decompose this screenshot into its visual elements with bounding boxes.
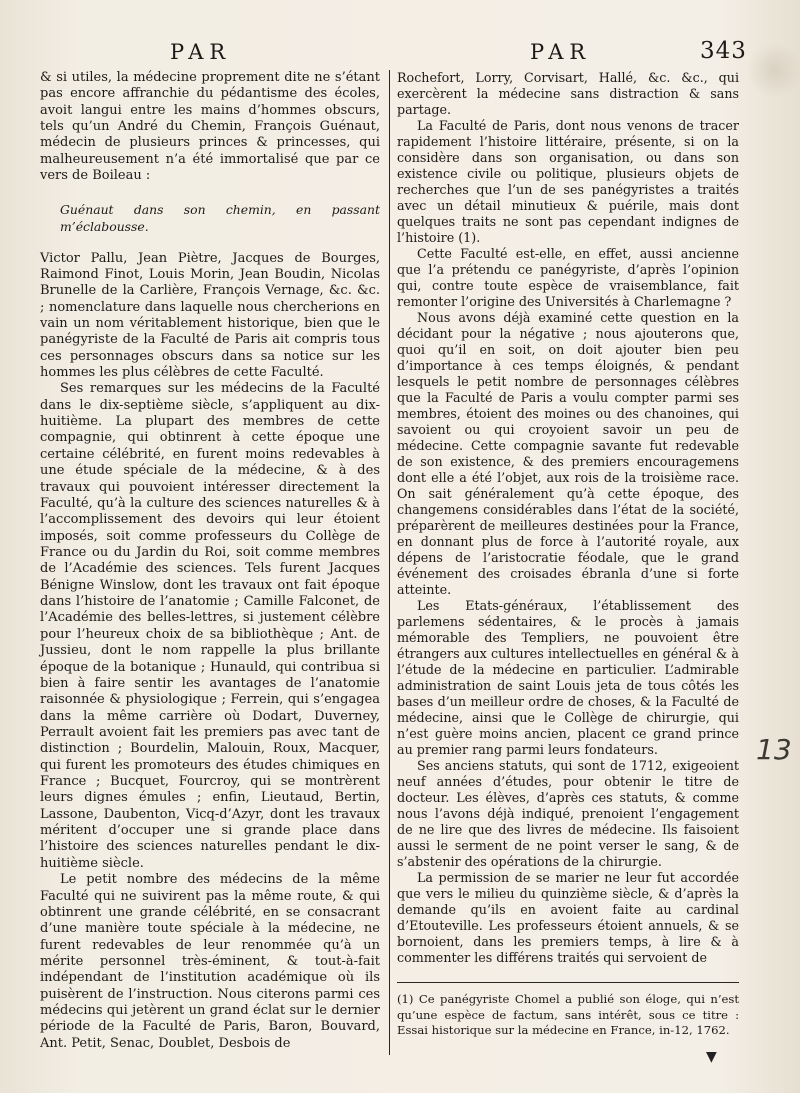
paragraph: Rochefort, Lorry, Corvisart, Hallé, &c. &c., qui exercèrent la médecine sans distraction & sans partage.: [397, 70, 739, 117]
ornament-mark: ▼: [706, 1049, 717, 1065]
paragraph: Ses anciens statuts, qui sont de 1712, exigeoient neuf années d’études, pour obtenir le titre de docteur. Les élèves, d’après ces statuts, & comme nous l’avons déjà indiqué, prenoient l’engagement de ne lire que des livres de médecine. Ils faisoient aussi le serment de ne point verser le sang, & de s’abstenir des opérations de la chirurgie.: [397, 758, 739, 869]
handwritten-margin-note: 13: [756, 733, 792, 766]
paragraph: Cette Faculté est-elle, en effet, aussi ancienne que l’a prétendu ce panégyriste, d’après l’opinion qui, contre toute espèce de vraisemblance, fait remonter l’origine des Universités à Charlemagne ?: [397, 246, 739, 309]
paragraph: Nous avons déjà examiné cette question en la décidant pour la négative ; nous ajouterons que, quoi qu’il en soit, on doit ajouter bien peu d’importance à ces temps éloignés, & pendant lesquels le petit nombre de personnages célèbres que la Faculté de Paris a voulu compter parmi ses membres, étoient des moines ou des chanoines, qui savoient ou qui croyoient savoir un peu de médecine. Cette compagnie savante fut redevable de son existence, & des premiers encouragemens dont elle a été l’objet, aux rois de la troisième race. On sait généralement qu’à cette époque, des changemens considérables dans l’état de la société, préparèrent de meilleures destinées pour la France, en donnant plus de force à l’autorité royale, aux dépens de l’aristocratie féodale, que le grand événement des croisades ébranla d’une si forte atteinte.: [397, 310, 739, 597]
paragraph: & si utiles, la médecine proprement dite ne s’étant pas encore affranchie du pédantisme des écoles, avoit langui entre les mains d’hommes obscurs, tels qu’un André du Chemin, François Guénaut, médecin de plusieurs princes & princesses, qui malheureusement n’a été immortalisé que par ce vers de Boileau :: [40, 70, 380, 184]
running-head-left: PAR: [170, 40, 232, 64]
running-head: [0, 40, 800, 70]
column-divider: [389, 70, 390, 1055]
paragraph: Victor Pallu, Jean Piètre, Jacques de Bourges, Raimond Finot, Louis Morin, Jean Boudin, Nicolas Brunelle de la Carlière, François Vernage, &c. &c. ; nomenclature dans laquelle nous chercherions en vain un nom véritablement historique, bien que le panégyriste de la Faculté de Paris ait compris tous ces personnages obscurs dans sa notice sur les hommes les plus célèbres de cette Faculté.: [40, 250, 380, 381]
page-number: 343: [700, 38, 747, 64]
boileau-quotation: Guénaut dans son chemin, en passant m’éclabousse.: [60, 201, 380, 234]
right-column: [397, 70, 739, 966]
footnote-rule: [397, 982, 739, 983]
paragraph: La permission de se marier ne leur fut accordée que vers le milieu du quinzième siècle, & d’après la demande qu’ils en avoient faite au cardinal d’Etouteville. Les professeurs étoient annuels, & se bornoient, dans les premiers temps, à lire & à commenter les différens traités qui servoient de: [397, 870, 739, 965]
running-head-right: PAR: [530, 40, 592, 64]
paragraph: La Faculté de Paris, dont nous venons de tracer rapidement l’histoire littéraire, présente, si on la considère dans son organisation, ou dans son existence civile ou politique, plusieurs objets de recherches que l’un de ses panégyristes a traités avec un détail minutieux & puérile, mais dont quelques traits ne sont pas cependant indignes de l’histoire (1).: [397, 118, 739, 245]
paragraph: Le petit nombre des médecins de la même Faculté qui ne suivirent pas la même route, & qui obtinrent une grande célébrité, en se consacrant d’une manière toute spéciale à la médecine, ne furent redevables de leur renommée qu’à un mérite personnel très-éminent, & tout-à-fait indépendant de l’institution académique où ils puisèrent de l’instruction. Nous citerons parmi ces médecins qui jetèrent un grand éclat sur le dernier période de la Faculté de Paris, Baron, Bouvard, Ant. Petit, Senac, Doublet, Desbois de: [40, 872, 380, 1051]
footnote: (1) Ce panégyriste Chomel a publié son éloge, qui n’est qu’une espèce de factum, sans intérêt, sous ce titre : Essai historique sur la médecine en France, in-12, 1762.: [397, 992, 739, 1037]
paragraph: Ses remarques sur les médecins de la Faculté dans le dix-septième siècle, s’appliquent au dix-huitième. La plupart des membres de cette compagnie, qui obtinrent à cette époque une certaine célébrité, en furent moins redevables à une étude spéciale de la médecine, & à des travaux qui pouvoient intéresser directement la Faculté, qu’à la culture des sciences naturelles & à l’accomplissement des devoirs qui leur étoient imposés, soit comme professeurs du Collège de France ou du Jardin du Roi, soit comme membres de l’Académie des sciences. Tels furent Jacques Bénigne Winslow, dont les travaux ont fait époque dans l’histoire de l’anatomie ; Camille Falconet, de l’Académie des belles-lettres, si justement célèbre pour l’heureux choix de sa bibliothèque ; Ant. de Jussieu, dont le nom rappelle la plus brillante époque de la botanique ; Hunauld, qui contribua si bien à faire sentir les avantages de l’anatomie raisonnée & physiologique ; Ferrein, qui s’engagea dans la même carrière où Dodart, Duverney, Perrault avoient fait les premiers pas avec tant de distinction ; Bourdelin, Malouin, Roux, Macquer, qui furent les promoteurs des études chimiques en France ; Bucquet, Fourcroy, qui se montrèrent leurs dignes émules ; enfin, Lieutaud, Bertin, Lassone, Daubenton, Vicq-d’Azyr, dont les travaux méritent d’occuper une si grande place dans l’histoire des sciences naturelles pendant le dix-huitième siècle.: [40, 381, 380, 871]
left-column: [40, 70, 380, 1052]
paragraph: Les Etats-généraux, l’établissement des parlemens sédentaires, & le procès à jamais mémorable des Templiers, ne pouvoient être étrangers aux cultures intellectuelles en général & à l’étude de la médecine en particulier. L’admirable administration de saint Louis jeta de tous côtés les bases d’un meilleur ordre de choses, & la Faculté de médecine, ainsi que le Collège de chirurgie, qui n’est guère moins ancien, placent ce grand prince au premier rang parmi leurs fondateurs.: [397, 598, 739, 757]
